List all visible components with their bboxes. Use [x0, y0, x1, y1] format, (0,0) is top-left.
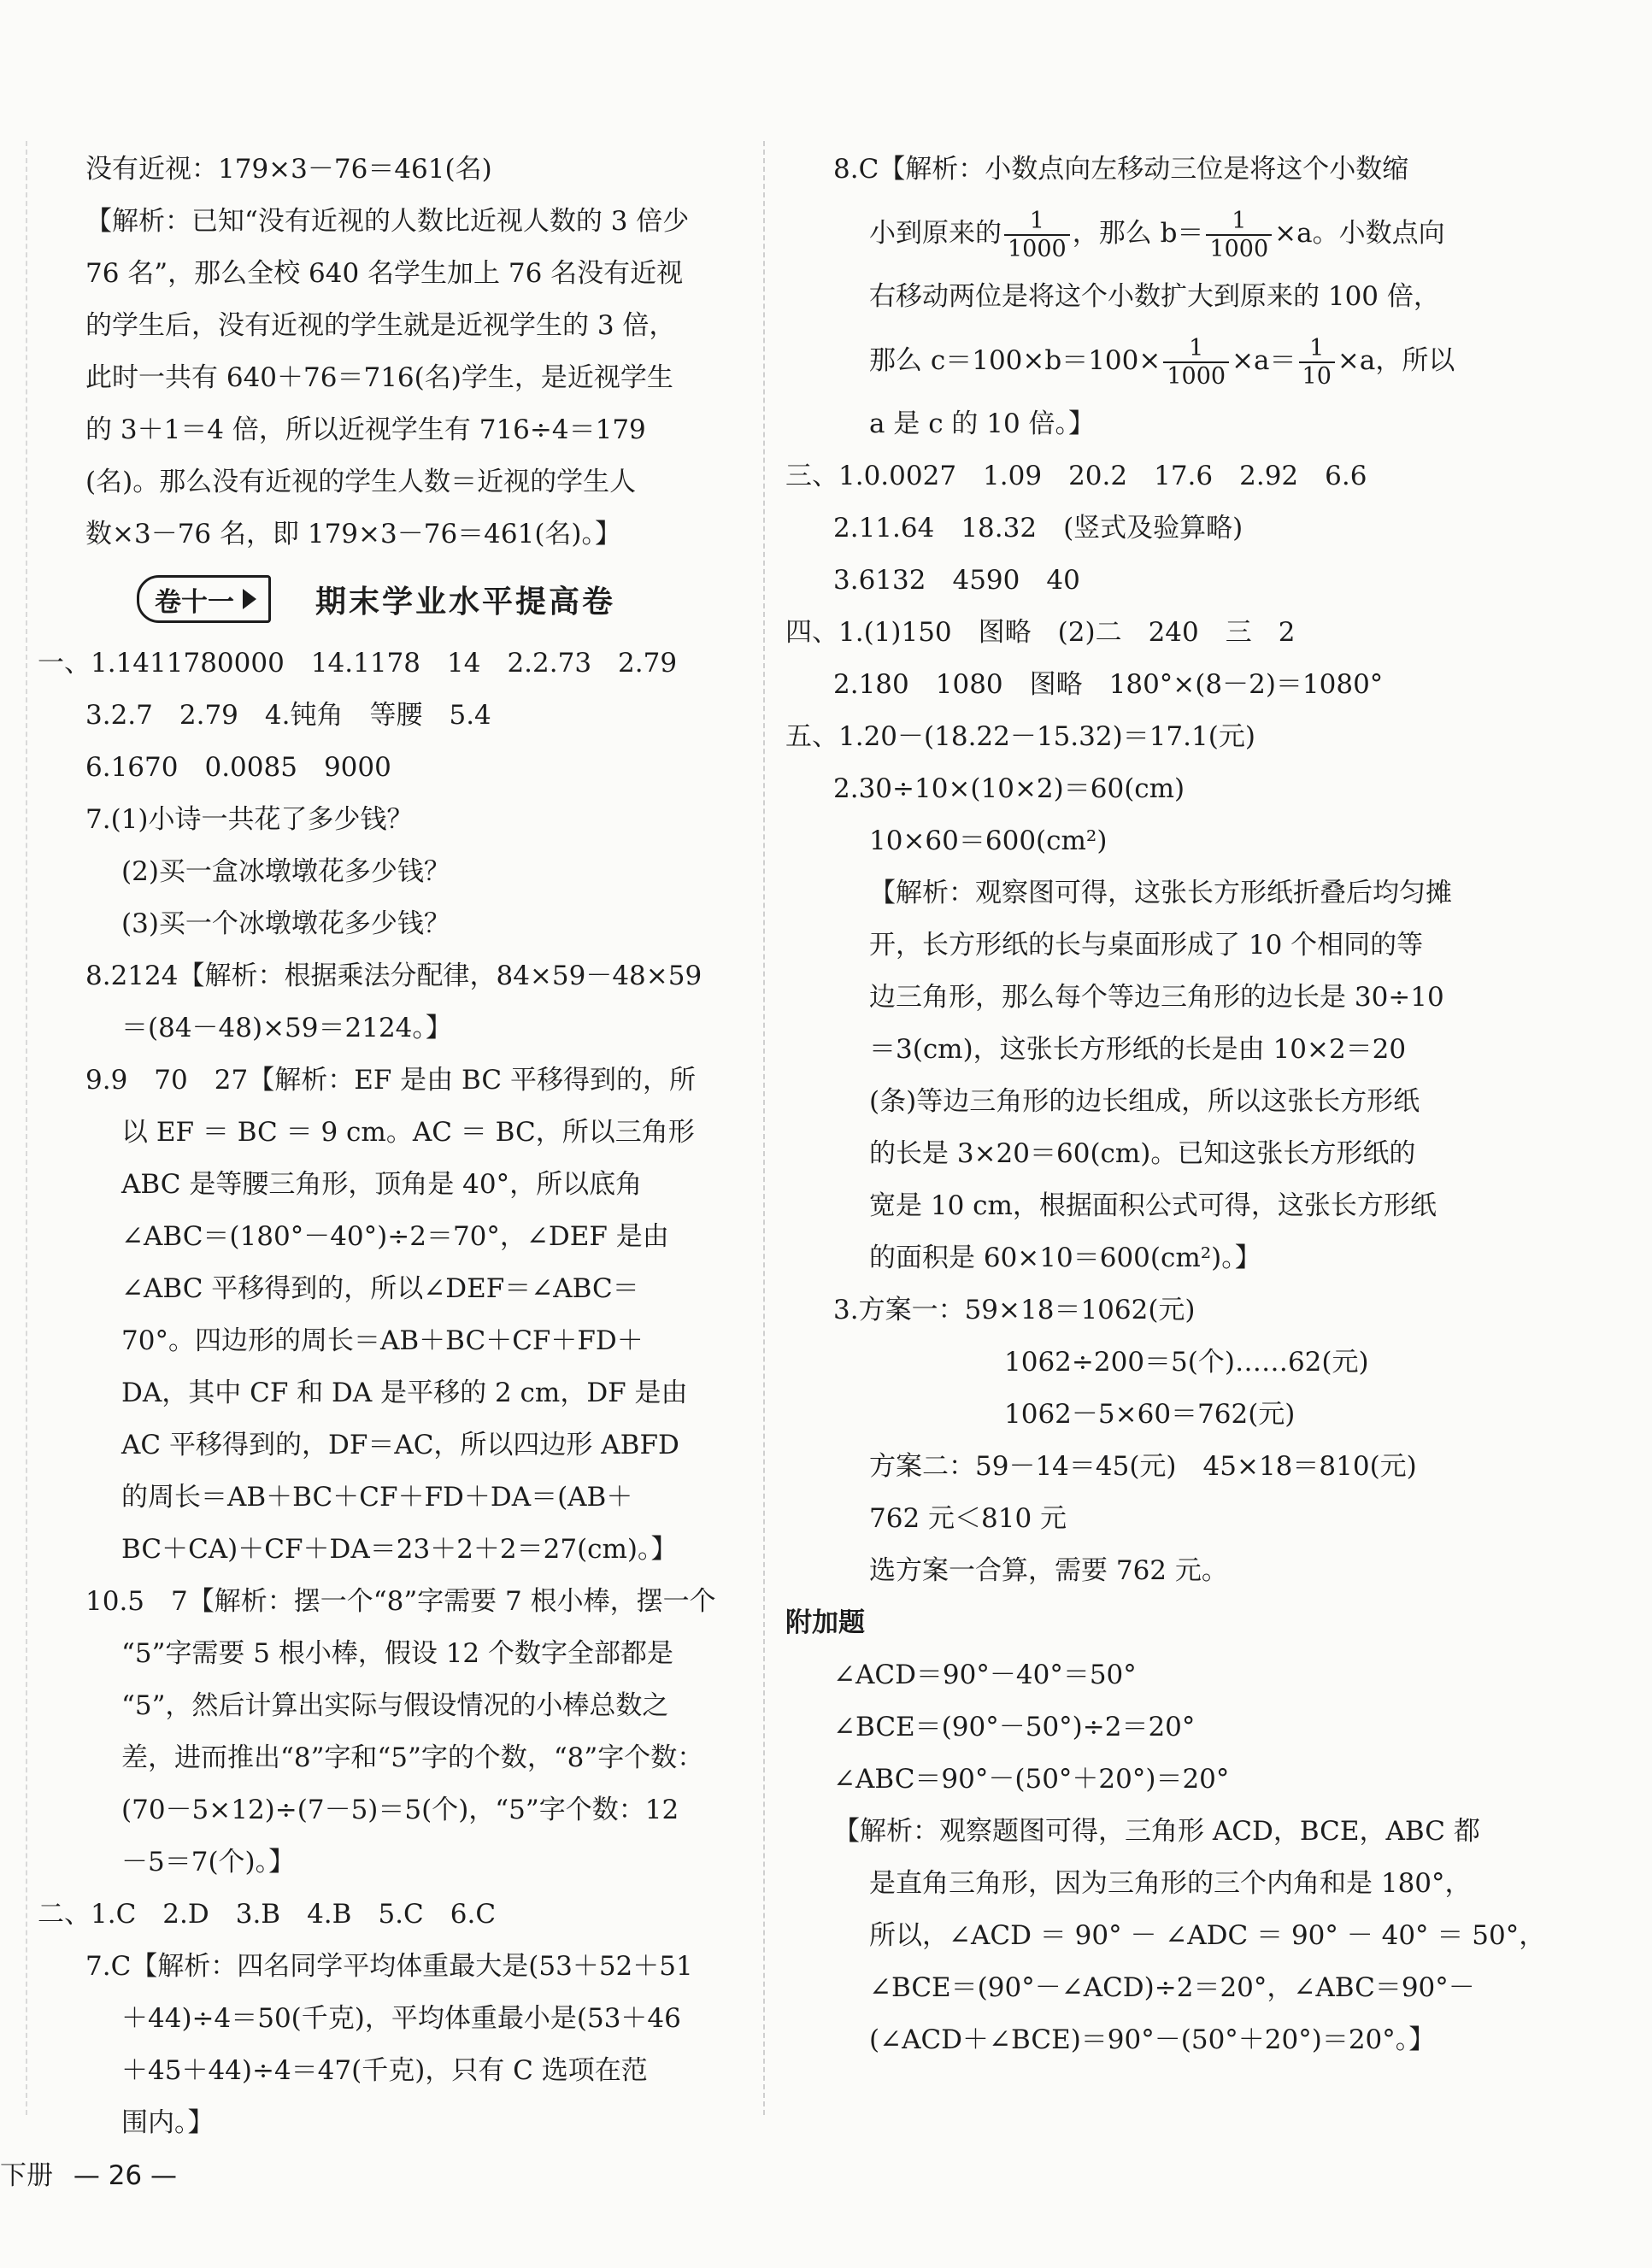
answer-line: 3.6132 4590 40	[833, 565, 1080, 596]
answer-line: ＋45＋44)÷4＝47(千克)，只有 C 选项在范	[121, 2055, 648, 2086]
q8-text: 小到原来的	[869, 218, 1002, 249]
answer-line: 是直角三角形，因为三角形的三个内角和是 180°，	[869, 1868, 1472, 1899]
answer-line: “5”，然后计算出实际与假设情况的小棒总数之	[121, 1690, 669, 1721]
answer-line: 3.方案一：59×18＝1062(元)	[833, 1295, 1196, 1325]
q8-line: a 是 c 的 10 倍。】	[869, 408, 1096, 439]
fraction-numerator: 1	[1004, 208, 1070, 236]
answer-line: 宽是 10 cm，根据面积公式可得，这张长方形纸	[869, 1190, 1437, 1221]
left-answers-block	[38, 638, 739, 2149]
answer-line: 以 EF ＝ BC ＝ 9 cm。AC ＝ BC，所以三角形	[121, 1117, 695, 1148]
section-badge-label: 卷十一	[155, 586, 234, 618]
answer-line: 6.1670 0.0085 9000	[85, 752, 391, 783]
answer-line: ABC 是等腰三角形，顶角是 40°，所以底角	[121, 1169, 643, 1200]
answer-line: 1062÷200＝5(个)……62(元)	[1004, 1347, 1369, 1378]
answer-line: 2.30÷10×(10×2)＝60(cm)	[833, 773, 1185, 804]
right-column	[785, 144, 1546, 2066]
answer-line: 选方案一合算，需要 762 元。	[869, 1555, 1228, 1586]
section-title: 期末学业水平提高卷	[315, 583, 616, 620]
answer-line: (名)。那么没有近视的学生人数＝近视的学生人	[85, 467, 637, 497]
answer-line: (∠ACD＋∠BCE)＝90°－(50°＋20°)＝20°。】	[869, 2024, 1436, 2055]
answer-line: 的周长＝AB＋BC＋CF＋FD＋DA＝(AB＋	[121, 1482, 633, 1513]
answer-line: ＋44)÷4＝50(千克)，平均体重最小是(53＋46	[121, 2003, 681, 2034]
answer-line: 9.9 70 27【解析：EF 是由 BC 平移得到的，所	[85, 1065, 696, 1096]
q8-text: ×a。小数点向	[1274, 218, 1445, 249]
answer-line: 三、1.0.0027 1.09 20.2 17.6 2.92 6.6	[785, 461, 1367, 491]
q8-text: ，那么 b＝	[1072, 218, 1204, 249]
section-badge	[137, 575, 271, 623]
answer-line: 此时一共有 640＋76＝716(名)学生，是近视学生	[85, 362, 673, 393]
answer-line: ∠BCE＝(90°－50°)÷2＝20°	[833, 1712, 1196, 1742]
right-answers-block	[785, 450, 1546, 2066]
q8-text: ×a＝	[1232, 345, 1296, 376]
answer-line: 四、1.(1)150 图略 (2)二 240 三 2	[785, 617, 1296, 648]
answer-line: 开，长方形纸的长与桌面形成了 10 个相同的等	[869, 930, 1424, 961]
answer-line: 一、1.1411780000 14.1178 14 2.2.73 2.79	[38, 648, 678, 679]
answer-line: 的面积是 60×10＝600(cm²)。】	[869, 1243, 1261, 1273]
answer-line: (2)买一盒冰墩墩花多少钱？	[121, 856, 450, 887]
answer-line: 【解析：观察图可得，这张长方形纸折叠后均匀摊	[869, 878, 1452, 908]
column-divider	[763, 141, 765, 2115]
answer-line: 数×3－76 名，即 179×3－76＝461(名)。】	[85, 519, 622, 549]
answer-line: 8.2124【解析：根据乘法分配律，84×59－48×59	[85, 961, 703, 991]
fraction	[1206, 208, 1272, 262]
answer-line: ∠ACD＝90°－40°＝50°	[833, 1660, 1137, 1690]
answer-line: 差，进而推出“8”字和“5”字的个数，“8”字个数：	[121, 1742, 704, 1773]
answer-line: 7.C【解析：四名同学平均体重最大是(53＋52＋51	[85, 1951, 693, 1982]
answer-line: 【解析：观察题图可得，三角形 ACD，BCE，ABC 都	[833, 1816, 1480, 1847]
answer-line: ＝(84－48)×59＝2124。】	[121, 1013, 452, 1043]
answer-line: 3.2.7 2.79 4.钝角 等腰 5.4	[85, 700, 491, 731]
answer-line: 10.5 7【解析：摆一个“8”字需要 7 根小棒，摆一个	[85, 1586, 716, 1617]
fraction-denominator: 10	[1302, 362, 1332, 390]
answer-line: 1062－5×60＝762(元)	[1004, 1399, 1296, 1430]
answer-line: 二、1.C 2.D 3.B 4.B 5.C 6.C	[38, 1899, 497, 1930]
answer-line: 762 元＜810 元	[869, 1503, 1067, 1534]
answer-line: ∠ABC 平移得到的，所以∠DEF＝∠ABC＝	[121, 1273, 639, 1304]
answer-line: 2.11.64 18.32 (竖式及验算略)	[833, 513, 1243, 543]
answer-line: 70°。四边形的周长＝AB＋BC＋CF＋FD＋	[121, 1325, 644, 1356]
answer-line: －5＝7(个)。】	[121, 1847, 296, 1877]
left-intro-block	[85, 144, 739, 561]
answer-line: 的学生后，没有近视的学生就是近视学生的 3 倍，	[85, 310, 676, 341]
answer-line: AC 平移得到的，DF＝AC，所以四边形 ABFD	[121, 1430, 679, 1460]
answer-line: 边三角形，那么每个等边三角形的边长是 30÷10	[869, 982, 1444, 1013]
q8-text: ×a，所以	[1337, 345, 1455, 376]
answer-line: ∠ABC＝90°－(50°＋20°)＝20°	[833, 1764, 1230, 1795]
answer-line: 所以，∠ACD ＝ 90° － ∠ADC ＝ 90° － 40° ＝ 50°，	[869, 1920, 1546, 1951]
fraction	[1299, 335, 1335, 390]
q8-line: 8.C【解析：小数点向左移动三位是将这个小数缩	[833, 154, 1409, 185]
fraction	[1163, 335, 1229, 390]
page-number: — 26 —	[73, 2160, 178, 2191]
q8-text: 那么 c＝100×b＝100×	[869, 345, 1161, 376]
answer-line: 76 名”，那么全校 640 名学生加上 76 名没有近视	[85, 258, 684, 289]
answer-line: 方案二：59－14＝45(元) 45×18＝810(元)	[869, 1451, 1417, 1482]
answer-line: 2.180 1080 图略 180°×(8－2)＝1080°	[833, 669, 1384, 700]
answer-line: DA，其中 CF 和 DA 是平移的 2 cm，DF 是由	[121, 1378, 688, 1408]
q8-line	[833, 196, 1487, 271]
answer-line: ＝3(cm)，这张长方形纸的长是由 10×2＝20	[869, 1034, 1407, 1065]
fraction-denominator: 1000	[1209, 235, 1269, 262]
q8-line	[833, 323, 1487, 398]
page-footer	[0, 2153, 189, 2192]
fraction-numerator: 1	[1163, 335, 1229, 363]
answer-line: “5”字需要 5 根小棒，假设 12 个数字全部都是	[121, 1638, 674, 1669]
left-column	[38, 144, 739, 2149]
answer-line: 的长是 3×20＝60(cm)。已知这张长方形纸的	[869, 1138, 1416, 1169]
answer-line: 五、1.20－(18.22－15.32)＝17.1(元)	[785, 721, 1255, 752]
fraction	[1004, 208, 1070, 262]
answer-line: (70－5×12)÷(7－5)＝5(个)，“5”字个数：12	[121, 1795, 679, 1825]
margin-rule	[26, 141, 27, 2115]
answer-line: 附加题	[785, 1607, 865, 1638]
answer-line: 10×60＝600(cm²)	[869, 826, 1108, 856]
answer-line: (条)等边三角形的边长组成，所以这张长方形纸	[869, 1086, 1420, 1117]
fraction-denominator: 1000	[1167, 362, 1226, 390]
answer-line: 没有近视：179×3－76＝461(名)	[85, 154, 492, 185]
fraction-numerator: 1	[1206, 208, 1272, 236]
q8-line: 右移动两位是将这个小数扩大到原来的 100 倍，	[869, 281, 1440, 312]
answer-line: ∠ABC＝(180°－40°)÷2＝70°，∠DEF 是由	[121, 1221, 669, 1252]
fraction-denominator: 1000	[1008, 235, 1067, 262]
answer-line: ∠BCE＝(90°－∠ACD)÷2＝20°，∠ABC＝90°－	[869, 1972, 1475, 2003]
answer-line: 的 3＋1＝4 倍，所以近视学生有 716÷4＝179	[85, 414, 646, 445]
answer-line: 7.(1)小诗一共花了多少钱？	[85, 804, 414, 835]
triangle-arrow-icon	[243, 589, 256, 609]
answer-line: BC＋CA)＋CF＋DA＝23＋2＋2＝27(cm)。】	[121, 1534, 678, 1565]
fraction-numerator: 1	[1299, 335, 1335, 363]
section-header	[85, 561, 739, 638]
answer-line: 围内。】	[121, 2107, 215, 2138]
answer-line: 【解析：已知“没有近视的人数比近视人数的 3 倍少	[85, 206, 690, 237]
footer-label: 下册	[0, 2160, 53, 2191]
answer-line: (3)买一个冰墩墩花多少钱？	[121, 908, 450, 939]
